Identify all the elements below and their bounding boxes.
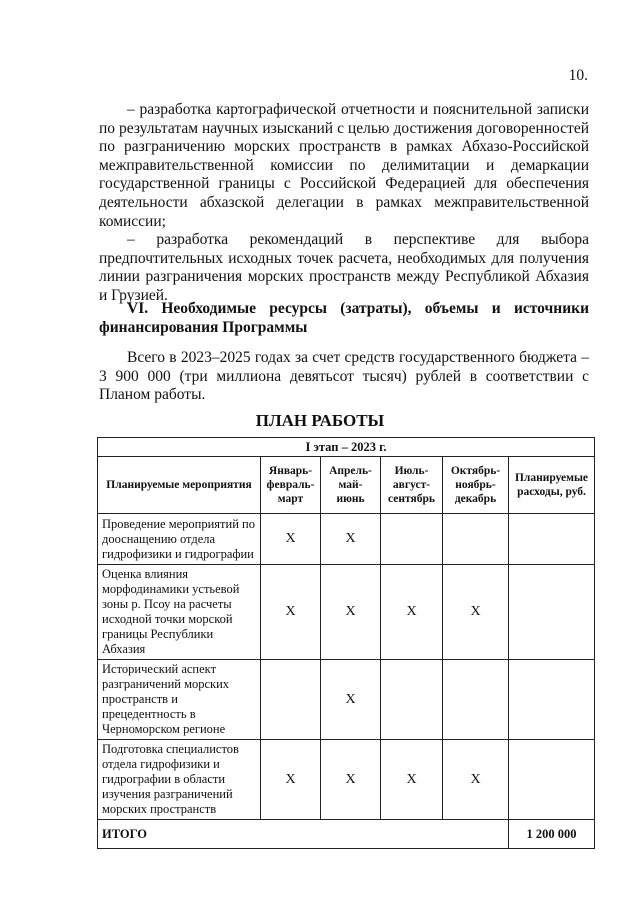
cost-cell [509, 514, 595, 565]
paragraph-cartography: – разработка картографической отчетности и пояснительной записки по результатам научных изысканий с целью достижения договоренностей по разграничению морских пространств в рамках Абхазо-Российской межправительственной комиссии по делимитации и демаркации государственной границы с Российской Федерацией для обеспечения деятельности абхазской делегации в рамках межправительственной комиссии; [99, 101, 589, 230]
mark-q3 [381, 514, 443, 565]
mark-q2: Х [321, 565, 381, 660]
text-block-2 [99, 349, 589, 405]
header-cost: Планируемые расходы, руб. [509, 457, 595, 514]
page-number: 10. [568, 67, 588, 84]
mark-q4: Х [443, 565, 509, 660]
mark-q4 [443, 660, 509, 740]
header-q4: Октябрь-ноябрь-декабрь [443, 457, 509, 514]
cost-cell [509, 740, 595, 820]
mark-q3: Х [381, 565, 443, 660]
mark-q3: Х [381, 740, 443, 820]
table-row [98, 740, 595, 820]
paragraph-budget: Всего в 2023–2025 годах за счет средств государственного бюджета – 3 900 000 (три миллиона девятьсот тысяч) рублей в соответствии с Планом работы. [99, 349, 589, 404]
section-heading-block [99, 300, 589, 337]
table-row [98, 660, 595, 740]
section-heading: VI. Необходимые ресурсы (затраты), объемы и источники финансирования Программы [99, 300, 589, 336]
header-q1: Январь-февраль-март [261, 457, 321, 514]
mark-q4: Х [443, 740, 509, 820]
total-amount: 1 200 000 [509, 820, 595, 849]
mark-q2: Х [321, 660, 381, 740]
plan-title: ПЛАН РАБОТЫ [255, 411, 385, 430]
cost-cell [509, 660, 595, 740]
mark-q2: Х [321, 740, 381, 820]
table-row [98, 514, 595, 565]
header-q2: Апрель-май-июнь [321, 457, 381, 514]
stage-label: I этап – 2023 г. [98, 438, 595, 457]
header-q3: Июль-август-сентябрь [381, 457, 443, 514]
task-cell: Проведение мероприятий по дооснащению отдела гидрофизики и гидрографии [98, 514, 261, 565]
work-plan-table [97, 437, 595, 849]
mark-q1: Х [261, 514, 321, 565]
task-cell: Оценка влияния морфодинамики устьевой зоны р. Псоу на расчеты исходной точки морской границы Республики Абхазия [98, 565, 261, 660]
mark-q1: Х [261, 565, 321, 660]
text-block-1 [99, 101, 589, 306]
task-cell: Подготовка специалистов отдела гидрофизики и гидрографии в области изучения разграничений морских пространств [98, 740, 261, 820]
table-header-row [98, 457, 595, 514]
task-cell: Исторический аспект разграничений морских пространств и прецедентность в Черноморском регионе [98, 660, 261, 740]
mark-q1: Х [261, 740, 321, 820]
header-task: Планируемые мероприятия [98, 457, 261, 514]
cost-cell [509, 565, 595, 660]
mark-q3 [381, 660, 443, 740]
table-row [98, 565, 595, 660]
total-label: ИТОГО [98, 820, 509, 849]
mark-q2: Х [321, 514, 381, 565]
paragraph-recommendations: – разработка рекомендаций в перспективе для выбора предпочтительных исходных точек расчета, необходимых для получения линии разграничения морских пространств между Республикой Абхазия и Грузией. [99, 231, 589, 304]
stage-row [98, 438, 595, 457]
mark-q4 [443, 514, 509, 565]
mark-q1 [261, 660, 321, 740]
total-row [98, 820, 595, 849]
